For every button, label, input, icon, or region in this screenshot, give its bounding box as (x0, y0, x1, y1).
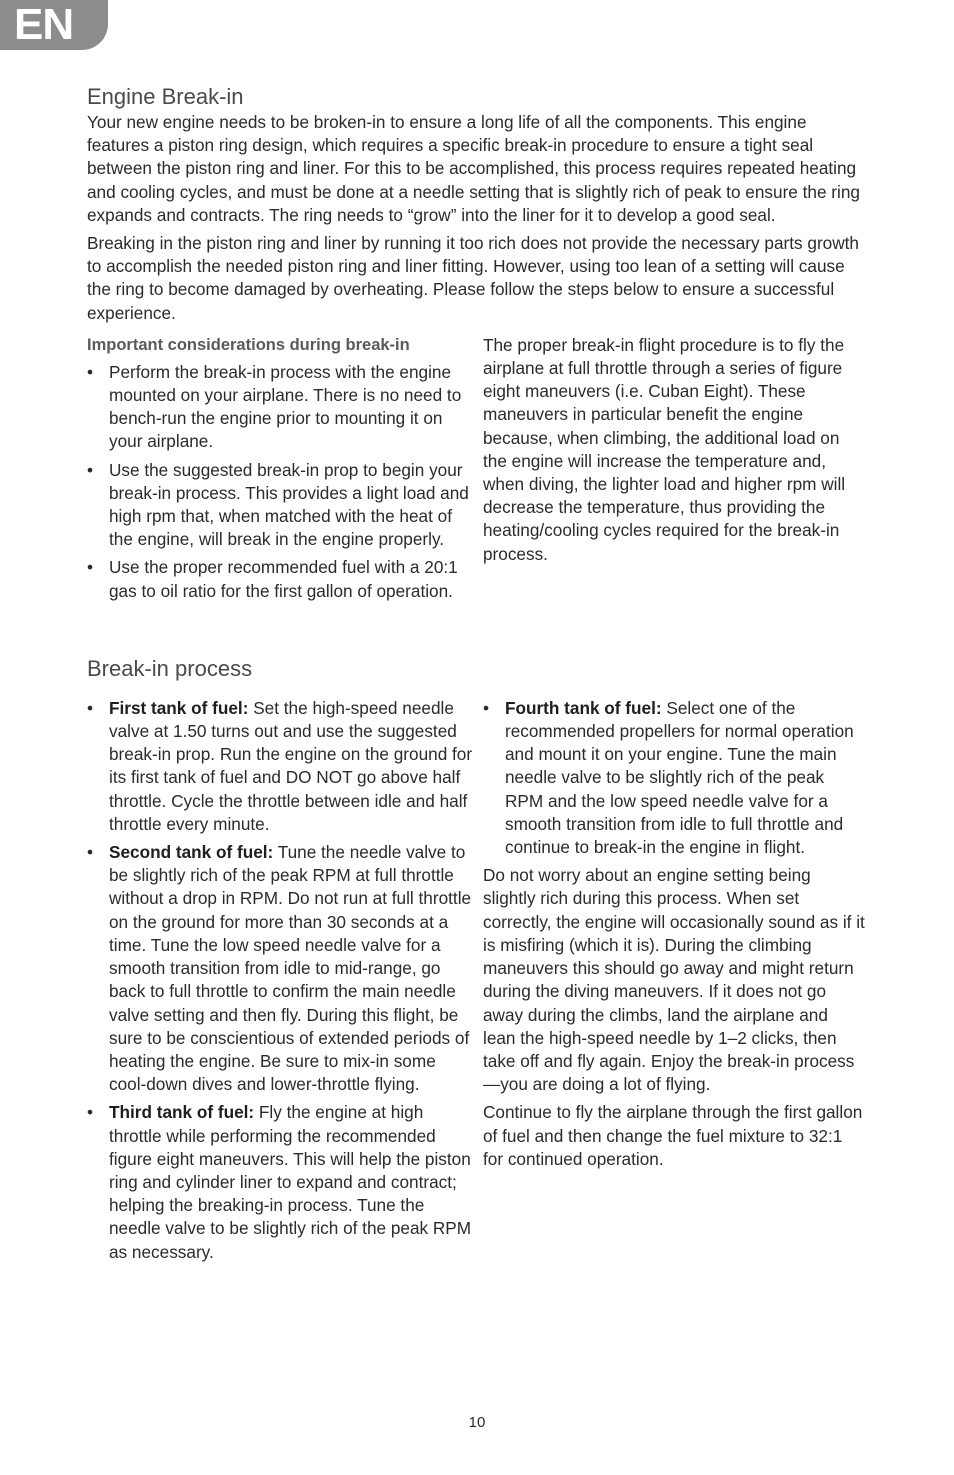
list-item (87, 841, 473, 1096)
language-tab (0, 0, 108, 50)
page-number: 10 (468, 1414, 486, 1431)
considerations-heading: Important considerations during break-in (87, 335, 410, 354)
step-text: Tune the needle valve to be slightly rich of the peak RPM at full throttle without a drop in RPM. Do not run at full throttle on the ground for more than 30 seconds at a time. Tune the low speed needle valve for a smooth transition from idle to mid-range, go back to full throttle to confirm the main needle valve setting and then fly. During this flight, be sure to be conscientious of extended periods of heating the engine. Be sure to mix-in some cool-down dives and lower-throttle flying. (109, 842, 472, 1095)
step-text: Set the high-speed needle valve at 1.50 turns out and use the suggested break-in prop. Run the engine on the ground for its first tank of fuel and DO NOT go above half throttle. Cycle the throttle between idle and half throttle every minute. (109, 697, 473, 834)
process-notes-column (483, 697, 865, 1269)
intro-paragraph: Your new engine needs to be broken-in to ensure a long life of all the components. This engine features a piston ring design, which requires a specific break-in procedure to ensure a tight seal between the piston ring and liner. For this to be accomplished, this process requires repeated heating and cooling cycles, and must be done at a needle setting that is slightly rich of peak to ensure the ring expands and contracts. The ring needs to “grow” into the liner for it to develop a good seal. (87, 112, 860, 225)
list-item: • Perform the break-in process with the engine mounted on your airplane. There is no need to bench-run the engine prior to mounting it on your airplane. (87, 361, 473, 454)
considerations-columns (87, 334, 865, 608)
list-item: • Use the suggested break-in prop to begin your break-in process. This provides a light load and high rpm that, when matched with the heat of the engine, will break in the engine properly. (87, 459, 473, 552)
note-paragraph: Do not worry about an engine setting being slightly rich during this process. When set correctly, the engine will occasionally sound as if it is misfiring (which it is). During the climbing maneuvers this should go away and might return during the diving maneuvers. If it does not go away during the climbs, land the airplane and lean the high-speed needle by 1–2 clicks, then take off and fly again. Enjoy the break-in process—you are doing a lot of flying. (483, 865, 865, 1095)
process-steps-column (87, 697, 473, 1269)
considerations-list (87, 361, 473, 603)
intro-text (87, 111, 865, 325)
step-text: Select one of the recommended propellers for normal operation and mount it on your engine. Tune the main needle valve to be slightly rich of the peak RPM and the low speed needle valve for a smooth transition from idle to full throttle and continue to break-in the engine in flight. (505, 697, 854, 858)
step-text: Fly the engine at high throttle while performing the recommended figure eight maneuvers. This will help the piston ring and cylinder liner to expand and contract; helping the breaking-in process. Tune the needle valve to be slightly rich of the peak RPM as necessary. (109, 1102, 472, 1262)
process-steps-list-continued (483, 697, 865, 859)
note-paragraph: Continue to fly the airplane through the first gallon of fuel and then change the fuel mixture to 32:1 for continued operation. (483, 1102, 863, 1169)
flight-procedure-column (483, 334, 865, 608)
list-item: • Use the proper recommended fuel with a 20:1 gas to oil ratio for the first gallon of operation. (87, 556, 473, 602)
section-title-break-in-process: Break-in process (87, 655, 253, 681)
considerations-column (87, 334, 473, 608)
list-item (87, 1101, 473, 1263)
list-item (483, 697, 865, 859)
language-label: EN (14, 0, 74, 49)
intro-paragraph: Breaking in the piston ring and liner by running it too rich does not provide the necessary parts growth to accomplish the needed piston ring and liner fitting. However, using too lean of a setting will cause the ring to become damaged by overheating. Please follow the steps below to ensure a successful experience. (87, 233, 859, 323)
process-columns (87, 697, 865, 1269)
page-content (87, 83, 865, 1269)
section-title-engine-break-in: Engine Break-in (87, 84, 244, 109)
step-label: Third tank of fuel: (109, 1102, 255, 1123)
step-label: First tank of fuel: (109, 697, 249, 718)
process-steps-list (87, 697, 473, 1264)
list-item (87, 697, 473, 836)
flight-procedure-paragraph: The proper break-in flight procedure is to fly the airplane at full throttle through a series of figure eight maneuvers (i.e. Cuban Eight). These maneuvers in particular benefit the engine because, when climbing, the additional load on the engine will increase the temperature and, when diving, the lighter load and higher rpm will decrease the temperature, thus providing the heating/cooling cycles required for the break-in process. (483, 334, 846, 564)
step-label: Fourth tank of fuel: (505, 697, 662, 718)
step-label: Second tank of fuel: (109, 842, 274, 863)
